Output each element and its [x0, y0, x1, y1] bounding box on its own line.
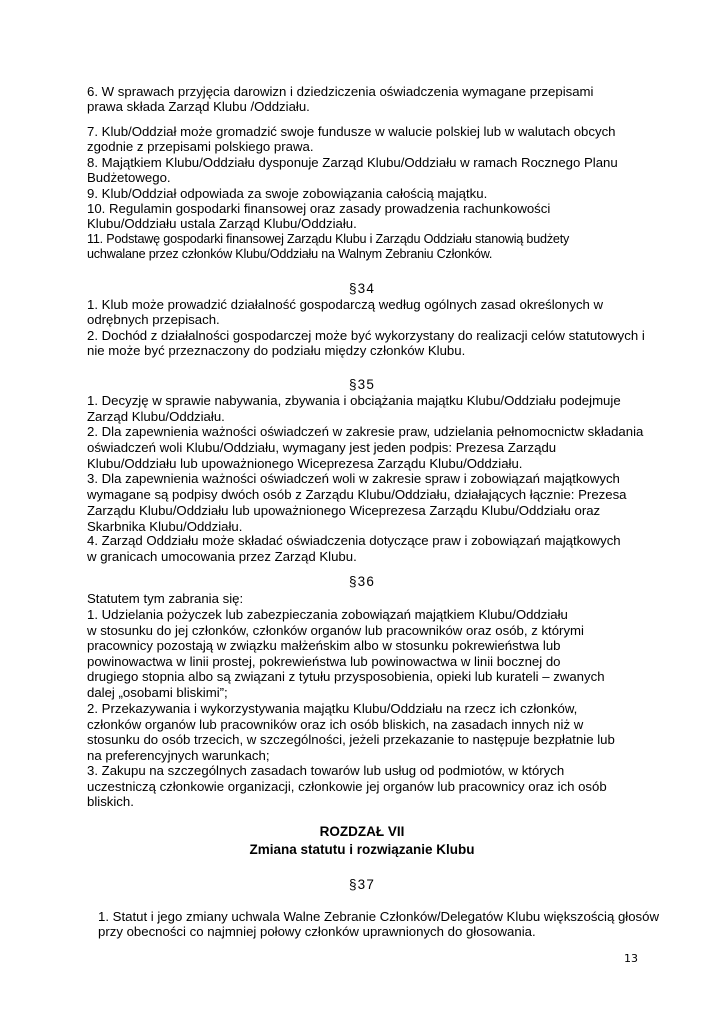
- list-item-line: wymagane są podpisy dwóch osób z Zarządu Klubu/Oddziału, działających łącznie: Prezesa: [87, 487, 627, 502]
- list-item-line: Budżetowego.: [87, 170, 171, 185]
- list-item-line: 2. Dochód z działalności gospodarczej może być wykorzystany do realizacji celów statutowych i: [87, 328, 645, 343]
- section-34-heading: §34: [348, 281, 376, 296]
- list-item-line: uczestniczą członkowie organizacji, członkowie jej organów lub pracownicy oraz ich osób: [87, 778, 607, 794]
- list-item-line: 8. Majątkiem Klubu/Oddziału dysponuje Zarząd Klubu/Oddziału w ramach Rocznego Planu: [87, 155, 618, 170]
- list-item-line: 11. Podstawę gospodarki finansowej Zarządu Klubu i Zarządu Oddziału stanowią budżety: [87, 232, 570, 246]
- section-37-heading: §37: [348, 877, 376, 892]
- list-item-line: Klubu/Oddziału lub upoważnionego Wiceprezesa Zarządu Klubu/Oddziału.: [87, 456, 523, 471]
- list-item-line: 1. Udzielania pożyczek lub zabezpieczania zobowiązań majątkiem Klubu/Oddziału: [87, 607, 568, 622]
- list-item-line: prawa składa Zarząd Klubu /Oddziału.: [87, 99, 310, 114]
- list-item-line: Skarbnika Klubu/Oddziału.: [87, 519, 243, 534]
- list-item-line: 1. Decyzję w sprawie nabywania, zbywania i obciążania majątku Klubu/Oddziału podejmuje: [87, 393, 621, 408]
- list-item-line: uchwalane przez członków Klubu/Oddziału na Walnym Zebraniu Członków.: [87, 247, 493, 261]
- list-item-line: oświadczeń woli Klubu/Oddziału, wymagany jest jeden podpis: Prezesa Zarządu: [87, 440, 557, 455]
- list-item-line: w granicach umocowania przez Zarząd Klubu.: [87, 549, 357, 564]
- list-item-line: stosunku do osób trzecich, w szczególności, jeżeli przekazanie to następuje bezpłatnie lub: [87, 732, 615, 747]
- chapter-number: ROZDZAŁ VII: [319, 824, 405, 839]
- list-item-line: przy obecności co najmniej połowy członków uprawnionych do głosowania.: [98, 924, 536, 939]
- list-item-line: zgodnie z przepisami polskiego prawa.: [87, 139, 314, 154]
- list-item-line: 1. Klub może prowadzić działalność gospodarczą według ogólnych zasad określonych w: [87, 297, 604, 312]
- list-item-line: 6. W sprawach przyjęcia darowizn i dziedziczenia oświadczenia wymagane przepisami: [87, 84, 594, 99]
- list-item-line: 3. Dla zapewnienia ważności oświadczeń woli w zakresie spraw i zobowiązań majątkowych: [87, 471, 620, 486]
- list-item-line: 9. Klub/Oddział odpowiada za swoje zobowiązania całością majątku.: [87, 186, 488, 201]
- list-item-line: 10. Regulamin gospodarki finansowej oraz zasady prowadzenia rachunkowości: [87, 201, 551, 216]
- list-item-line: 2. Przekazywania i wykorzystywania majątku Klubu/Oddziału na rzecz ich członków,: [87, 701, 578, 716]
- section-36-heading: §36: [348, 574, 376, 589]
- list-item-line: drugiego stopnia albo są związani z tytułu przysposobienia, opieki lub kurateli – zwanych: [87, 669, 605, 684]
- list-item-line: 3. Zakupu na szczególnych zasadach towarów lub usług od podmiotów, w których: [87, 763, 565, 778]
- list-item-line: Zarząd Klubu/Oddziału.: [87, 409, 225, 424]
- list-item-line: pracownicy pozostają w związku małżeńskim albo w stosunku pokrewieństwa lub: [87, 638, 561, 653]
- list-item-line: dalej „osobami bliskimi”;: [87, 684, 228, 700]
- list-item-line: członków organów lub pracowników oraz ich osób bliskich, na zasadach innych niż w: [87, 716, 584, 732]
- page-number: 13: [624, 952, 638, 965]
- list-item-line: 4. Zarząd Oddziału może składać oświadczenia dotyczące praw i zobowiązań majątkowych: [87, 533, 621, 548]
- list-item-line: na preferencyjnych warunkach;: [87, 747, 270, 763]
- section-36-intro: Statutem tym zabrania się:: [87, 591, 244, 606]
- chapter-title: Zmiana statutu i rozwiązanie Klubu: [249, 842, 475, 857]
- list-item-line: 7. Klub/Oddział może gromadzić swoje fundusze w walucie polskiej lub w walutach obcych: [87, 124, 616, 139]
- list-item-line: powinowactwa w linii prostej, pokrewieństwa lub powinowactwa w linii bocznej do: [87, 653, 561, 669]
- list-item-line: 2. Dla zapewnienia ważności oświadczeń w zakresie praw, udzielania pełnomocnictw składania: [87, 424, 644, 439]
- list-item-line: Zarządu Klubu/Oddziału lub upoważnionego Wiceprezesa Zarządu Klubu/Oddziału oraz: [87, 503, 601, 518]
- section-35-heading: §35: [348, 377, 376, 392]
- list-item-line: w stosunku do jej członków, członków organów lub pracowników oraz osób, z którymi: [87, 622, 584, 638]
- list-item-line: Klubu/Oddziału ustala Zarząd Klubu/Oddziału.: [87, 216, 357, 231]
- list-item-line: odrębnych przepisach.: [87, 312, 220, 327]
- list-item-line: bliskich.: [87, 794, 134, 809]
- list-item-line: nie może być przeznaczony do podziału między członków Klubu.: [87, 343, 466, 358]
- list-item-line: 1. Statut i jego zmiany uchwala Walne Zebranie Członków/Delegatów Klubu większością głosów: [98, 909, 659, 924]
